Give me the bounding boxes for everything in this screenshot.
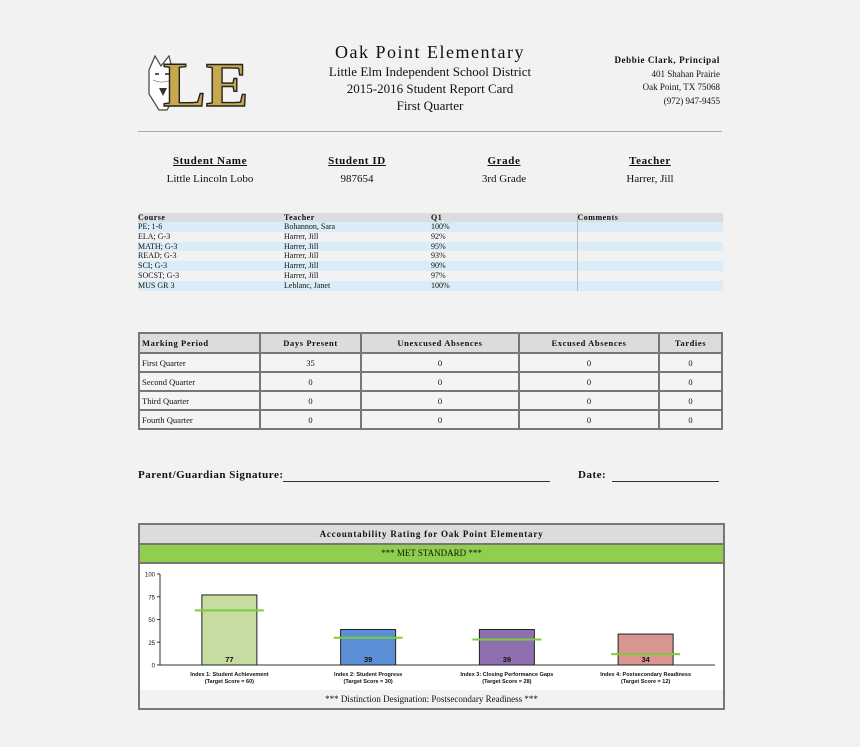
course-cell: ELA; G-3 (138, 231, 171, 241)
logo-lettering: LE (163, 49, 249, 120)
unexcused-absences-header: Unexcused Absences (361, 333, 519, 353)
tardies-cell: 0 (659, 391, 722, 410)
q1-cell: 92% (431, 231, 446, 241)
present-cell: 35 (260, 353, 361, 372)
y-tick-label: 0 (151, 663, 155, 670)
unexcused-cell: 0 (361, 353, 519, 372)
table-row (138, 261, 723, 271)
tardies-cell: 0 (659, 353, 722, 372)
category-target-label: (Target Score = 60) (204, 679, 255, 685)
unexcused-cell: 0 (361, 410, 519, 429)
parent-signature-line[interactable] (283, 481, 550, 482)
y-tick-label: 75 (148, 595, 155, 602)
report-title: 2015-2016 Student Report Card (346, 81, 514, 96)
address-line-2: Oak Point, TX 75068 (642, 82, 720, 92)
student-id-label: Student ID (328, 155, 386, 167)
comments-cell (577, 232, 723, 242)
table-row (138, 251, 723, 261)
district-name: Little Elm Independent School District (328, 64, 532, 79)
tardies-header: Tardies (659, 333, 722, 353)
school-name: Oak Point Elementary (335, 42, 525, 62)
course-cell: MUS GR 3 (138, 281, 284, 291)
school-logo (145, 40, 249, 120)
teacher-label: Teacher (629, 155, 671, 167)
accountability-status: *** MET STANDARD *** (140, 545, 723, 564)
excused-cell: 0 (519, 391, 659, 410)
accountability-title: Accountability Rating for Oak Point Elementary (140, 525, 723, 545)
course-cell: MATH; G-3 (138, 242, 284, 252)
category-label: Index 1: Student Achievement (190, 672, 269, 678)
student-name-block (135, 155, 285, 185)
teacher-cell: Leblanc, Janet (284, 281, 431, 291)
marking-period-header: Marking Period (139, 333, 260, 353)
grade-value: 3rd Grade (481, 173, 527, 185)
grade-block (429, 155, 579, 185)
period-cell: Fourth Quarter (139, 410, 260, 429)
table-row (138, 242, 723, 252)
attendance-header-row (139, 333, 722, 353)
grades-header-row (138, 213, 723, 222)
table-row (138, 271, 723, 281)
course-column-header: Course (138, 213, 284, 222)
phone-number: (972) 947-9455 (663, 95, 720, 106)
q1-cell: 100% (431, 222, 577, 232)
accountability-panel (138, 523, 725, 710)
category-label: Index 3: Closing Performance Gaps (460, 672, 554, 678)
parent-signature-label: Parent/Guardian Signature: (138, 469, 284, 481)
table-row (138, 222, 723, 232)
teacher-column-header: Teacher (284, 213, 431, 222)
principal-contact (614, 54, 720, 108)
teacher-cell: Harrer, Jill (284, 231, 319, 241)
q1-cell: 100% (431, 281, 577, 291)
student-id-block (282, 155, 432, 185)
teacher-value: Harrer, Jill (626, 173, 674, 185)
teacher-cell: Harrer, Jill (284, 251, 319, 261)
present-cell: 0 (260, 372, 361, 391)
q1-cell: 93% (431, 251, 446, 261)
category-target-label: (Target Score = 12) (620, 679, 671, 685)
teacher-cell: Harrer, Jill (284, 242, 431, 252)
student-name-label: Student Name (172, 155, 248, 167)
comments-cell (577, 251, 723, 261)
header-divider (138, 131, 722, 132)
tardies-cell: 0 (659, 372, 722, 391)
course-cell: READ; G-3 (138, 251, 177, 261)
principal-name: Debbie Clark, Principal (614, 55, 720, 65)
tardies-cell: 0 (659, 410, 722, 429)
days-present-header: Days Present (260, 333, 361, 353)
course-cell: SCI; G-3 (138, 261, 284, 271)
period-cell: Second Quarter (139, 372, 260, 391)
bar-value-label: 39 (363, 655, 373, 664)
bar-value-label: 34 (641, 655, 650, 664)
present-cell: 0 (260, 410, 361, 429)
present-cell: 0 (260, 391, 361, 410)
table-row (138, 232, 723, 242)
course-cell: PE; 1-6 (138, 222, 284, 232)
q1-cell: 90% (431, 261, 577, 271)
category-label: Index 4: Postsecondary Readiness (600, 672, 692, 678)
category-target-label: (Target Score = 28) (482, 679, 532, 685)
course-cell: SOCST; G-3 (138, 270, 180, 280)
table-row (139, 372, 722, 391)
excused-cell: 0 (519, 410, 659, 429)
category-label: Index 2: Student Progress (334, 672, 403, 678)
q1-cell: 95% (431, 242, 577, 252)
address-line-1: 401 Shahan Prairie (651, 68, 720, 79)
accountability-chart (140, 564, 723, 690)
teacher-block (575, 155, 725, 185)
student-id-value: 987654 (340, 173, 374, 185)
period-cell: First Quarter (139, 353, 260, 372)
comments-cell (577, 281, 723, 291)
comments-cell (577, 222, 723, 232)
y-tick-label: 50 (148, 618, 155, 624)
grade-label: Grade (487, 155, 521, 167)
grades-table (138, 213, 723, 291)
table-row (138, 281, 723, 291)
date-label: Date: (578, 469, 607, 481)
bar-value-label: 39 (502, 655, 512, 664)
unexcused-cell: 0 (361, 372, 519, 391)
q1-cell: 97% (431, 270, 446, 280)
table-row (139, 353, 722, 372)
teacher-cell: Bohannon, Sara (284, 222, 431, 232)
student-name-value: Little Lincoln Lobo (166, 173, 254, 185)
excused-cell: 0 (519, 353, 659, 372)
q1-column-header: Q1 (431, 213, 577, 222)
table-row (139, 410, 722, 429)
y-tick-label: 100 (144, 572, 155, 579)
comments-column-header: Comments (577, 213, 723, 222)
comments-cell (577, 271, 723, 281)
bar-value-label: 77 (225, 655, 234, 664)
teacher-cell: Harrer, Jill (284, 261, 431, 271)
excused-cell: 0 (519, 372, 659, 391)
teacher-cell: Harrer, Jill (284, 270, 319, 280)
comments-cell (577, 242, 723, 252)
unexcused-cell: 0 (361, 391, 519, 410)
y-tick-label: 25 (148, 640, 155, 647)
attendance-table (138, 332, 723, 430)
distinction-note: *** Distinction Designation: Postsecondary Readiness *** (140, 690, 723, 708)
date-signature-line[interactable] (612, 481, 719, 482)
category-target-label: (Target Score = 30) (343, 679, 393, 685)
table-row (139, 391, 722, 410)
report-quarter: First Quarter (396, 98, 464, 113)
comments-cell (577, 261, 723, 271)
excused-absences-header: Excused Absences (519, 333, 659, 353)
period-cell: Third Quarter (139, 391, 260, 410)
